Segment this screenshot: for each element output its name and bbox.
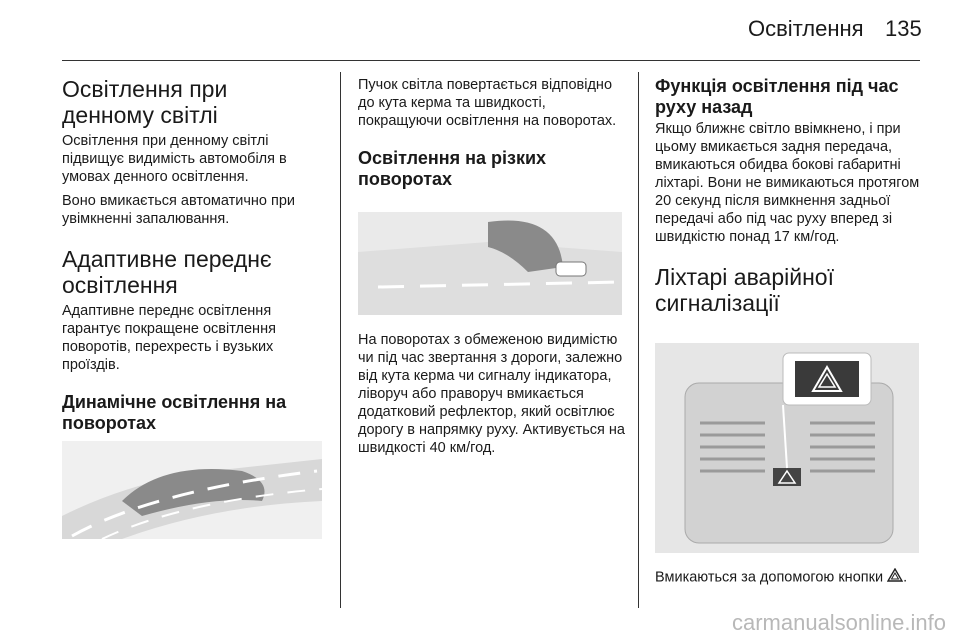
watermark: carmanualsonline.info <box>731 610 946 635</box>
paragraph: Адаптивне переднє освітлення гарантує покращене освітлення поворотів, перехресть і вузьких проїздів. <box>62 303 276 373</box>
subsection-title-reverse: Функція освітлення під час руху назад <box>655 76 899 117</box>
subsection-title-cornering: Освітлення на різких поворотах <box>358 148 547 189</box>
column-3 <box>655 76 923 320</box>
column-divider <box>340 72 341 608</box>
section-title-adaptive: Адаптивне переднє освітлення <box>62 246 272 298</box>
paragraph: Пучок світла повертається відповідно до кута керма та швидкості, покращуючи освітлення на поворотах. <box>358 77 617 129</box>
cornering-light-illustration <box>358 212 622 315</box>
paragraph: Воно вмикається автоматично при увімкненні запалювання. <box>62 193 296 227</box>
paragraph: Якщо ближнє світло ввімкнено, і при цьому вмикається задня передача, вмикаються обидва бокові габаритні ліхтарі. Вони не вимикаються протягом 20 секунд після вимкнення задньої передачі або під час руху вперед зі швидкістю понад 17 км/год. <box>655 121 920 245</box>
caption-text: Вмикаються за допомогою кнопки <box>655 569 884 586</box>
column-2 <box>358 76 626 192</box>
hazard-caption <box>655 568 923 587</box>
header-rule <box>62 60 920 61</box>
paragraph: Освітлення при денному світлі підвищує видимість автомобіля в умовах денного освітлення. <box>62 133 287 185</box>
page-header-title: Освітлення <box>748 16 864 41</box>
subsection-title-dynamic: Динамічне освітлення на поворотах <box>62 392 287 433</box>
caption-period: . <box>903 569 908 586</box>
hazard-triangle-icon <box>887 568 903 587</box>
column-3-caption <box>655 568 923 587</box>
page-number: 135 <box>885 16 922 41</box>
column-divider <box>638 72 639 608</box>
section-title-daylight: Освітлення при денному світлі <box>62 76 228 128</box>
paragraph: На поворотах з обмеженою видимістю чи під час звертання з дороги, залежно від кута керма чи сигналу індикатора, ліворуч або праворуч вмикається додатковий рефлектор, який освітлює дорогу в напрямку руху. Активується на швидкості 40 км/год. <box>358 332 625 456</box>
hazard-button-illustration <box>655 343 919 553</box>
column-2-lower <box>358 331 626 457</box>
dynamic-lighting-illustration <box>62 441 322 539</box>
section-title-hazard: Ліхтарі аварійної сигналізації <box>655 264 834 316</box>
column-1 <box>62 76 322 436</box>
